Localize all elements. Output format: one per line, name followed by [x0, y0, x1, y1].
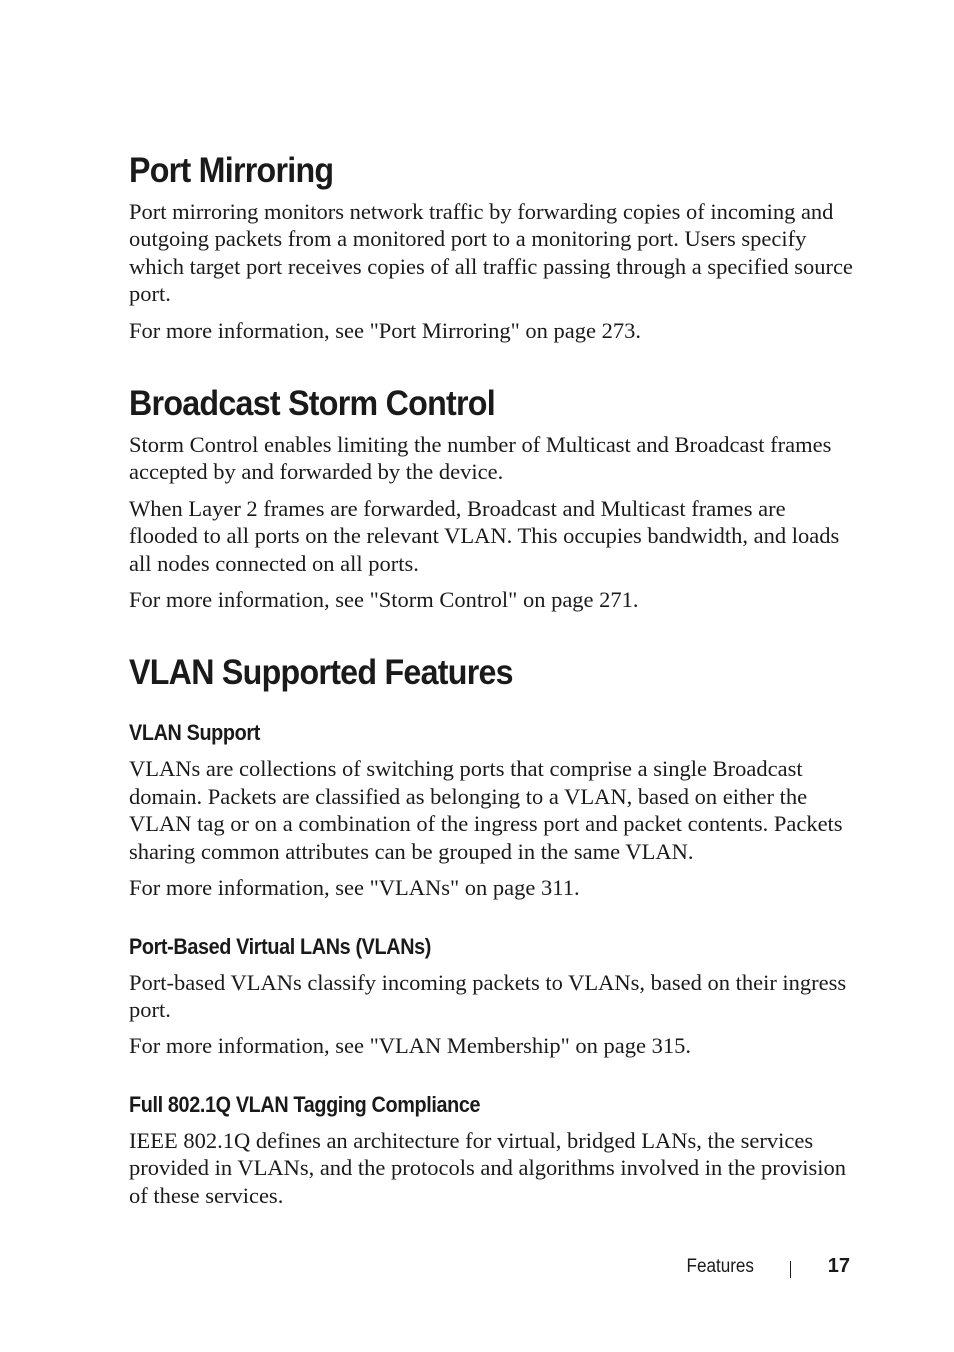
footer-page-number: 17: [827, 1255, 850, 1277]
heading-vlan-supported-features: VLAN Supported Features: [129, 653, 513, 693]
paragraph-storm-control-layer2: When Layer 2 frames are forwarded, Broadcast and Multicast frames are flooded to all ports on the relevant VLAN. This occupies bandwidth, and loads all nodes connected on all ports.: [129, 495, 840, 576]
paragraph-storm-control-description: Storm Control enables limiting the number of Multicast and Broadcast frames accepted by and forwarded by the device.: [129, 432, 832, 485]
subheading-vlan-support: VLAN Support: [129, 720, 260, 746]
paragraph-vlan-support-reference: For more information, see "VLANs" on page 311.: [129, 875, 580, 901]
footer-divider: [790, 1261, 791, 1278]
page-content: [129, 148, 855, 1218]
page-footer: [600, 1254, 852, 1282]
paragraph-port-mirroring-description: Port mirroring monitors network traffic by forwarding copies of incoming and outgoing packets from a monitored port to a monitoring port. Users specify which target port receives copies of all traffic passing through a specified source port.: [129, 199, 853, 307]
paragraph-8021q-description: IEEE 802.1Q defines an architecture for virtual, bridged LANs, the services provided in VLANs, and the protocols and algorithms involved in the provision of these services.: [129, 1127, 846, 1208]
subheading-8021q-tagging: Full 802.1Q VLAN Tagging Compliance: [129, 1091, 481, 1117]
paragraph-storm-control-reference: For more information, see "Storm Control" on page 271.: [129, 587, 639, 613]
footer-section-label: Features: [686, 1256, 754, 1277]
heading-broadcast-storm-control: Broadcast Storm Control: [129, 384, 495, 424]
paragraph-vlan-support-description: VLANs are collections of switching ports that comprise a single Broadcast domain. Packets are classified as belonging to a VLAN, based on either the VLAN tag or on a combination of the ingress port and packet contents. Packets sharing common attributes can be grouped in the same VLAN.: [129, 756, 843, 864]
paragraph-port-mirroring-reference: For more information, see "Port Mirroring" on page 273.: [129, 317, 642, 343]
subheading-port-based-vlans: Port-Based Virtual LANs (VLANs): [129, 933, 432, 959]
paragraph-port-based-vlans-reference: For more information, see "VLAN Membership" on page 315.: [129, 1033, 692, 1059]
heading-port-mirroring: Port Mirroring: [129, 151, 334, 190]
paragraph-port-based-vlans-description: Port-based VLANs classify incoming packets to VLANs, based on their ingress port.: [129, 969, 847, 1022]
